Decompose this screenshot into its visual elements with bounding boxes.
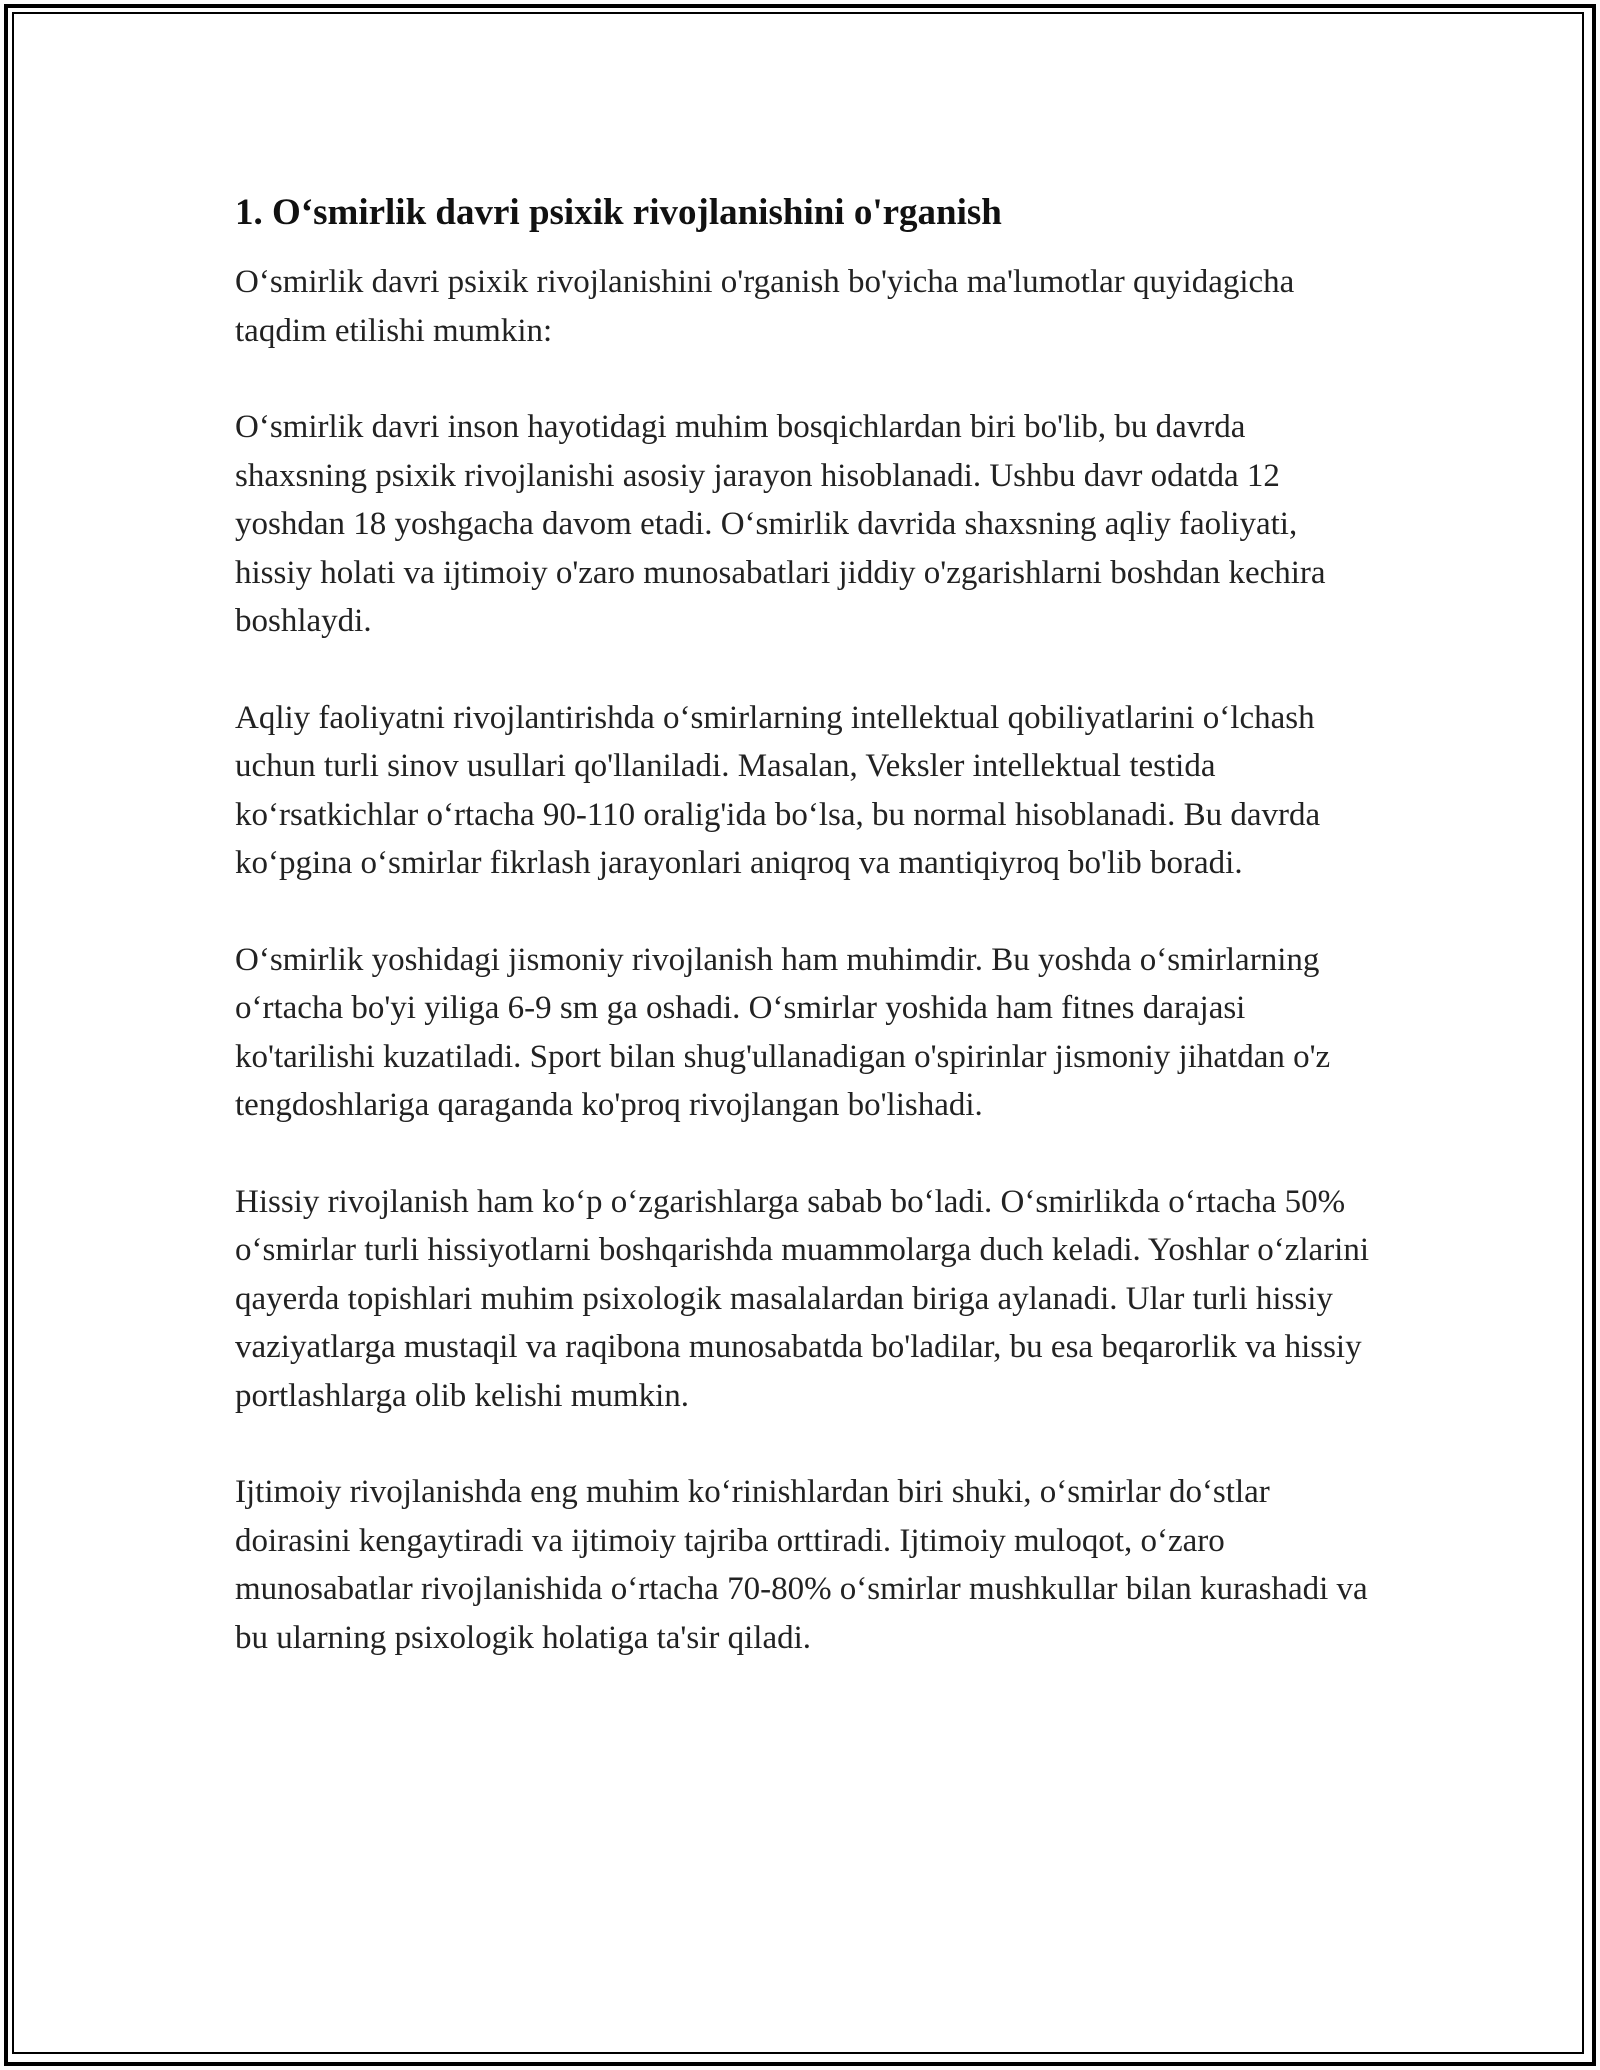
paragraph-overview: O‘smirlik davri inson hayotidagi muhim bosqichlardan biri bo'lib, bu davrda shaxsning psixik rivojlanishi asosiy jarayon hisoblanadi. Ushbu davr odatda 12 yoshdan 18 yoshgacha davom etadi. O‘smirlik davrida shaxsning aqliy faoliyati, hissiy holati va ijtimoiy o'zaro munosabatlari jiddiy o'zgarishlarni boshdan kechira boshlaydi. xyxy=(235,409,1326,639)
document-body xyxy=(235,188,1375,1710)
section-heading: 1. O‘smirlik davri psixik rivojlanishini o'rganish xyxy=(235,192,1002,233)
paragraph-intro: O‘smirlik davri psixik rivojlanishini o'rganish bo'yicha ma'lumotlar quyidagicha taqdim etilishi mumkin: xyxy=(235,264,1295,349)
paragraph-emotional: Hissiy rivojlanish ham ko‘p o‘zgarishlarga sabab bo‘ladi. O‘smirlikda o‘rtacha 50% o‘smirlar turli hissiyotlarni boshqarishda muammolarga duch keladi. Yoshlar o‘zlarini qayerda topishlari muhim psixologik masalalardan biriga aylanadi. Ular turli hissiy vaziyatlarga mustaqil va raqibona munosabatda bo'ladilar, bu esa beqarorlik va hissiy portlashlarga olib kelishi mumkin. xyxy=(235,1183,1370,1414)
paragraph-social: Ijtimoiy rivojlanishda eng muhim ko‘rinishlardan biri shuki, o‘smirlar do‘stlar doirasini kengaytiradi va ijtimoiy tajriba orttiradi. Ijtimoiy muloqot, o‘zaro munosabatlar rivojlanishida o‘rtacha 70-80% o‘smirlar mushkullar bilan kurashadi va bu ularning psixologik holatiga ta'sir qiladi. xyxy=(235,1474,1368,1656)
paragraph-physical: O‘smirlik yoshidagi jismoniy rivojlanish ham muhimdir. Bu yoshda o‘smirlarning o‘rtacha bo'yi yiliga 6-9 sm ga oshadi. O‘smirlar yoshida ham fitnes darajasi ko'tarilishi kuzatiladi. Sport bilan shug'ullanadigan o'spirinlar jismoniy jihatdan o'z tengdoshlariga qaraganda ko'proq rivojlangan bo'lishadi. xyxy=(235,941,1331,1123)
paragraph-cognitive: Aqliy faoliyatni rivojlantirishda o‘smirlarning intellektual qobiliyatlarini o‘lchash uchun turli sinov usullari qo'llaniladi. Masalan, Veksler intellektual testida ko‘rsatkichlar o‘rtacha 90-110 oralig'ida bo‘lsa, bu normal hisoblanadi. Bu davrda ko‘pgina o‘smirlar fikrlash jarayonlari aniqroq va mantiqiyroq bo'lib boradi. xyxy=(235,699,1321,881)
